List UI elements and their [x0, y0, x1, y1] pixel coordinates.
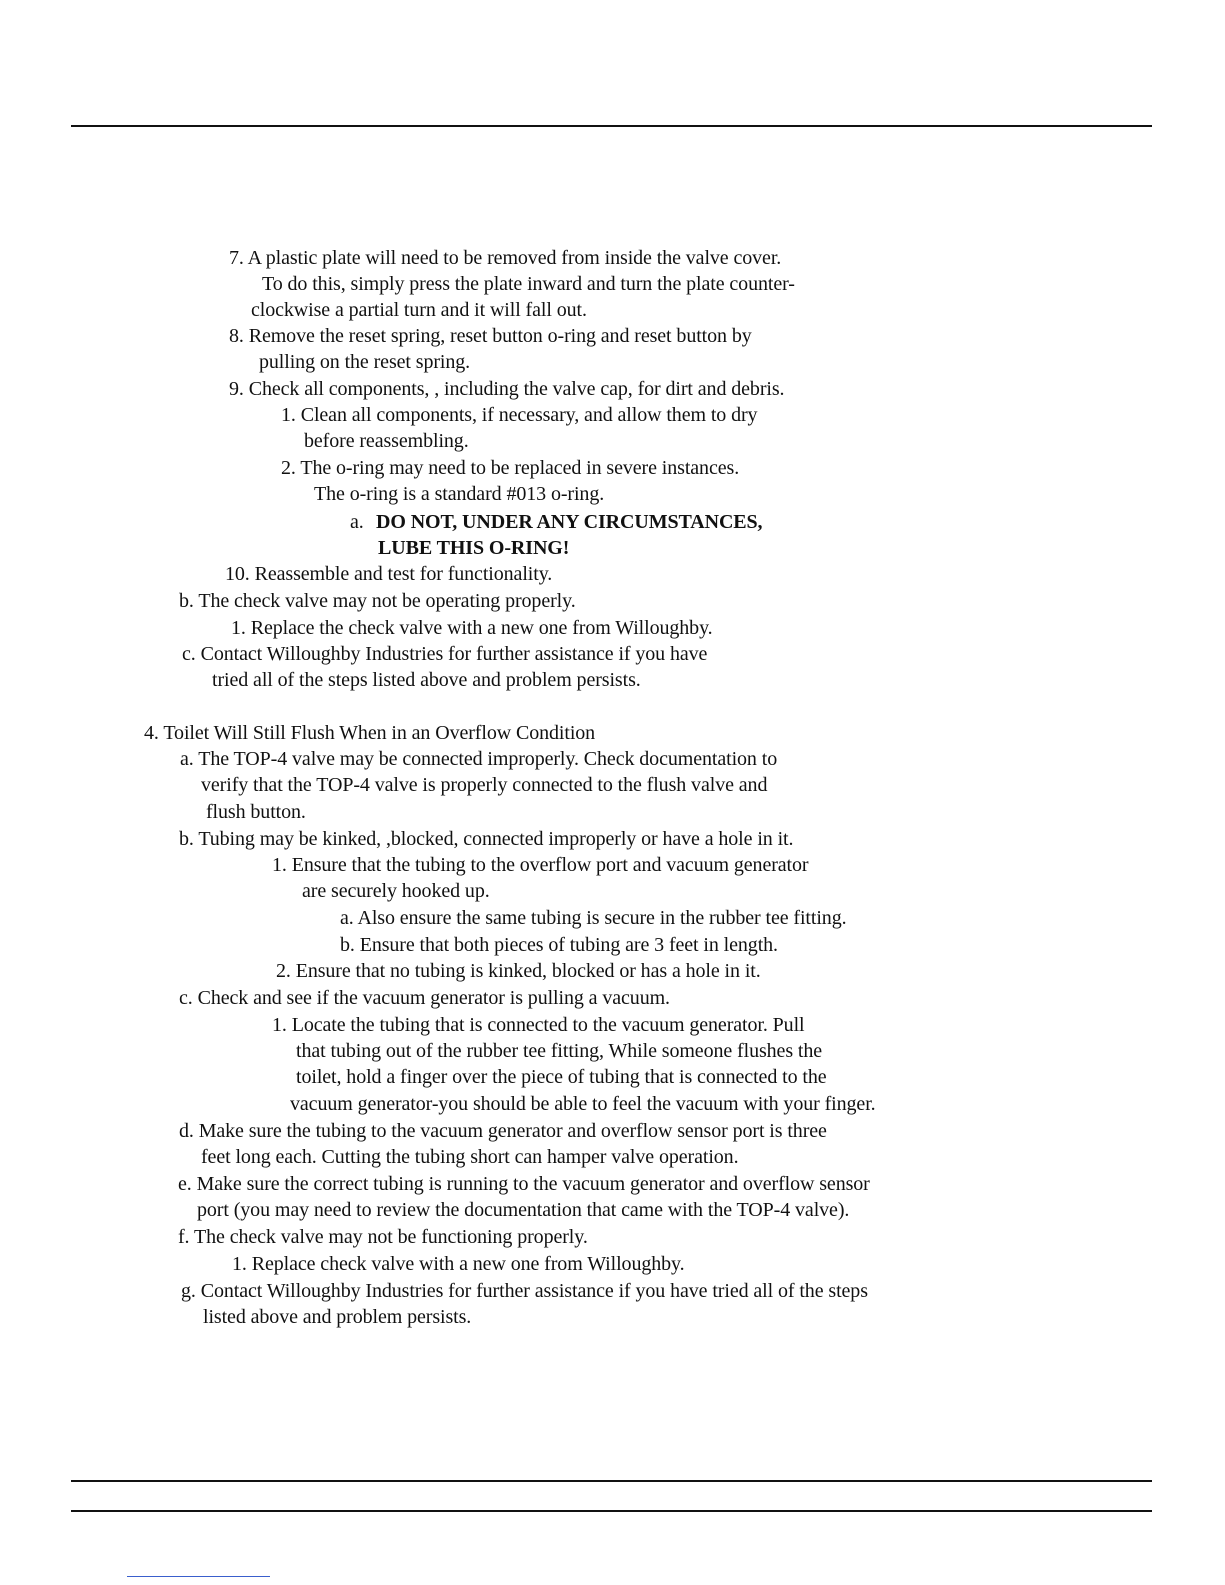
item-4c-1: 1. Locate the tubing that is connected to the vacuum generator. Pull	[272, 1014, 805, 1036]
item-4b: b. Tubing may be kinked, ,blocked, connected improperly or have a hole in it.	[179, 828, 794, 850]
warning-bold: DO NOT, UNDER ANY CIRCUMSTANCES,	[376, 511, 763, 533]
item-4e-cont: port (you may need to review the documentation that came with the TOP-4 valve).	[197, 1199, 850, 1221]
item-4c-1-cont: vacuum generator-you should be able to feel the vacuum with your finger.	[290, 1093, 876, 1115]
item-c: c. Contact Willoughby Industries for further assistance if you have	[182, 643, 708, 665]
item-4g-cont: listed above and problem persists.	[203, 1306, 472, 1328]
warning-marker: a.	[350, 511, 364, 533]
step-8: 8. Remove the reset spring, reset button o-ring and reset button by	[229, 325, 752, 347]
item-4c-1-cont: that tubing out of the rubber tee fitting, While someone flushes the	[296, 1040, 823, 1062]
item-4a-cont: verify that the TOP-4 valve is properly connected to the flush valve and	[201, 774, 768, 796]
item-4b-1-a: a. Also ensure the same tubing is secure in the rubber tee fitting.	[340, 907, 847, 929]
step-8-cont: pulling on the reset spring.	[259, 351, 471, 373]
step-10: 10. Reassemble and test for functionality.	[225, 563, 553, 585]
item-b-1: 1. Replace the check valve with a new one from Willoughby.	[231, 617, 713, 639]
item-4c: c. Check and see if the vacuum generator is pulling a vacuum.	[179, 987, 670, 1009]
item-4b-2: 2. Ensure that no tubing is kinked, blocked or has a hole in it.	[276, 960, 761, 982]
step-9-1: 1. Clean all components, if necessary, and allow them to dry	[281, 404, 758, 426]
item-4c-1-cont: toilet, hold a finger over the piece of tubing that is connected to the	[296, 1066, 827, 1088]
step-9: 9. Check all components, , including the valve cap, for dirt and debris.	[229, 378, 785, 400]
step-7: 7. A plastic plate will need to be removed from inside the valve cover.	[229, 247, 782, 269]
step-7-cont: clockwise a partial turn and it will fall out.	[251, 299, 587, 321]
item-4b-1-cont: are securely hooked up.	[302, 880, 490, 902]
item-4f-1: 1. Replace check valve with a new one from Willoughby.	[232, 1253, 685, 1275]
footer-link-underline	[127, 1576, 270, 1577]
item-4f: f. The check valve may not be functioning properly.	[178, 1226, 588, 1248]
footer-rule	[71, 1510, 1152, 1512]
warning-text-cont	[378, 535, 569, 561]
step-9-1-cont: before reassembling.	[304, 430, 469, 452]
step-9-2-cont: The o-ring is a standard #013 o-ring.	[314, 483, 605, 505]
item-4d: d. Make sure the tubing to the vacuum generator and overflow sensor port is three	[179, 1120, 827, 1142]
item-4g: g. Contact Willoughby Industries for further assistance if you have tried all of the steps	[181, 1280, 868, 1302]
item-c-cont: tried all of the steps listed above and problem persists.	[212, 669, 641, 691]
item-4b-1-b: b. Ensure that both pieces of tubing are 3 feet in length.	[340, 934, 778, 956]
item-4a: a. The TOP-4 valve may be connected improperly. Check documentation to	[180, 748, 778, 770]
section-4-heading: 4. Toilet Will Still Flush When in an Overflow Condition	[144, 722, 596, 744]
item-b: b. The check valve may not be operating properly.	[179, 590, 576, 612]
item-4d-cont: feet long each. Cutting the tubing short can hamper valve operation.	[201, 1146, 739, 1168]
item-4e: e. Make sure the correct tubing is running to the vacuum generator and overflow sensor	[178, 1173, 870, 1195]
footer-rule	[71, 1480, 1152, 1482]
item-4b-1: 1. Ensure that the tubing to the overflow port and vacuum generator	[272, 854, 809, 876]
warning-bold: LUBE THIS O-RING!	[378, 537, 570, 559]
header-rule	[71, 125, 1152, 127]
item-4a-cont: flush button.	[206, 801, 306, 823]
step-7-cont: To do this, simply press the plate inward and turn the plate counter-	[262, 273, 795, 295]
warning-text	[376, 509, 762, 535]
step-9-2: 2. The o-ring may need to be replaced in severe instances.	[281, 457, 740, 479]
